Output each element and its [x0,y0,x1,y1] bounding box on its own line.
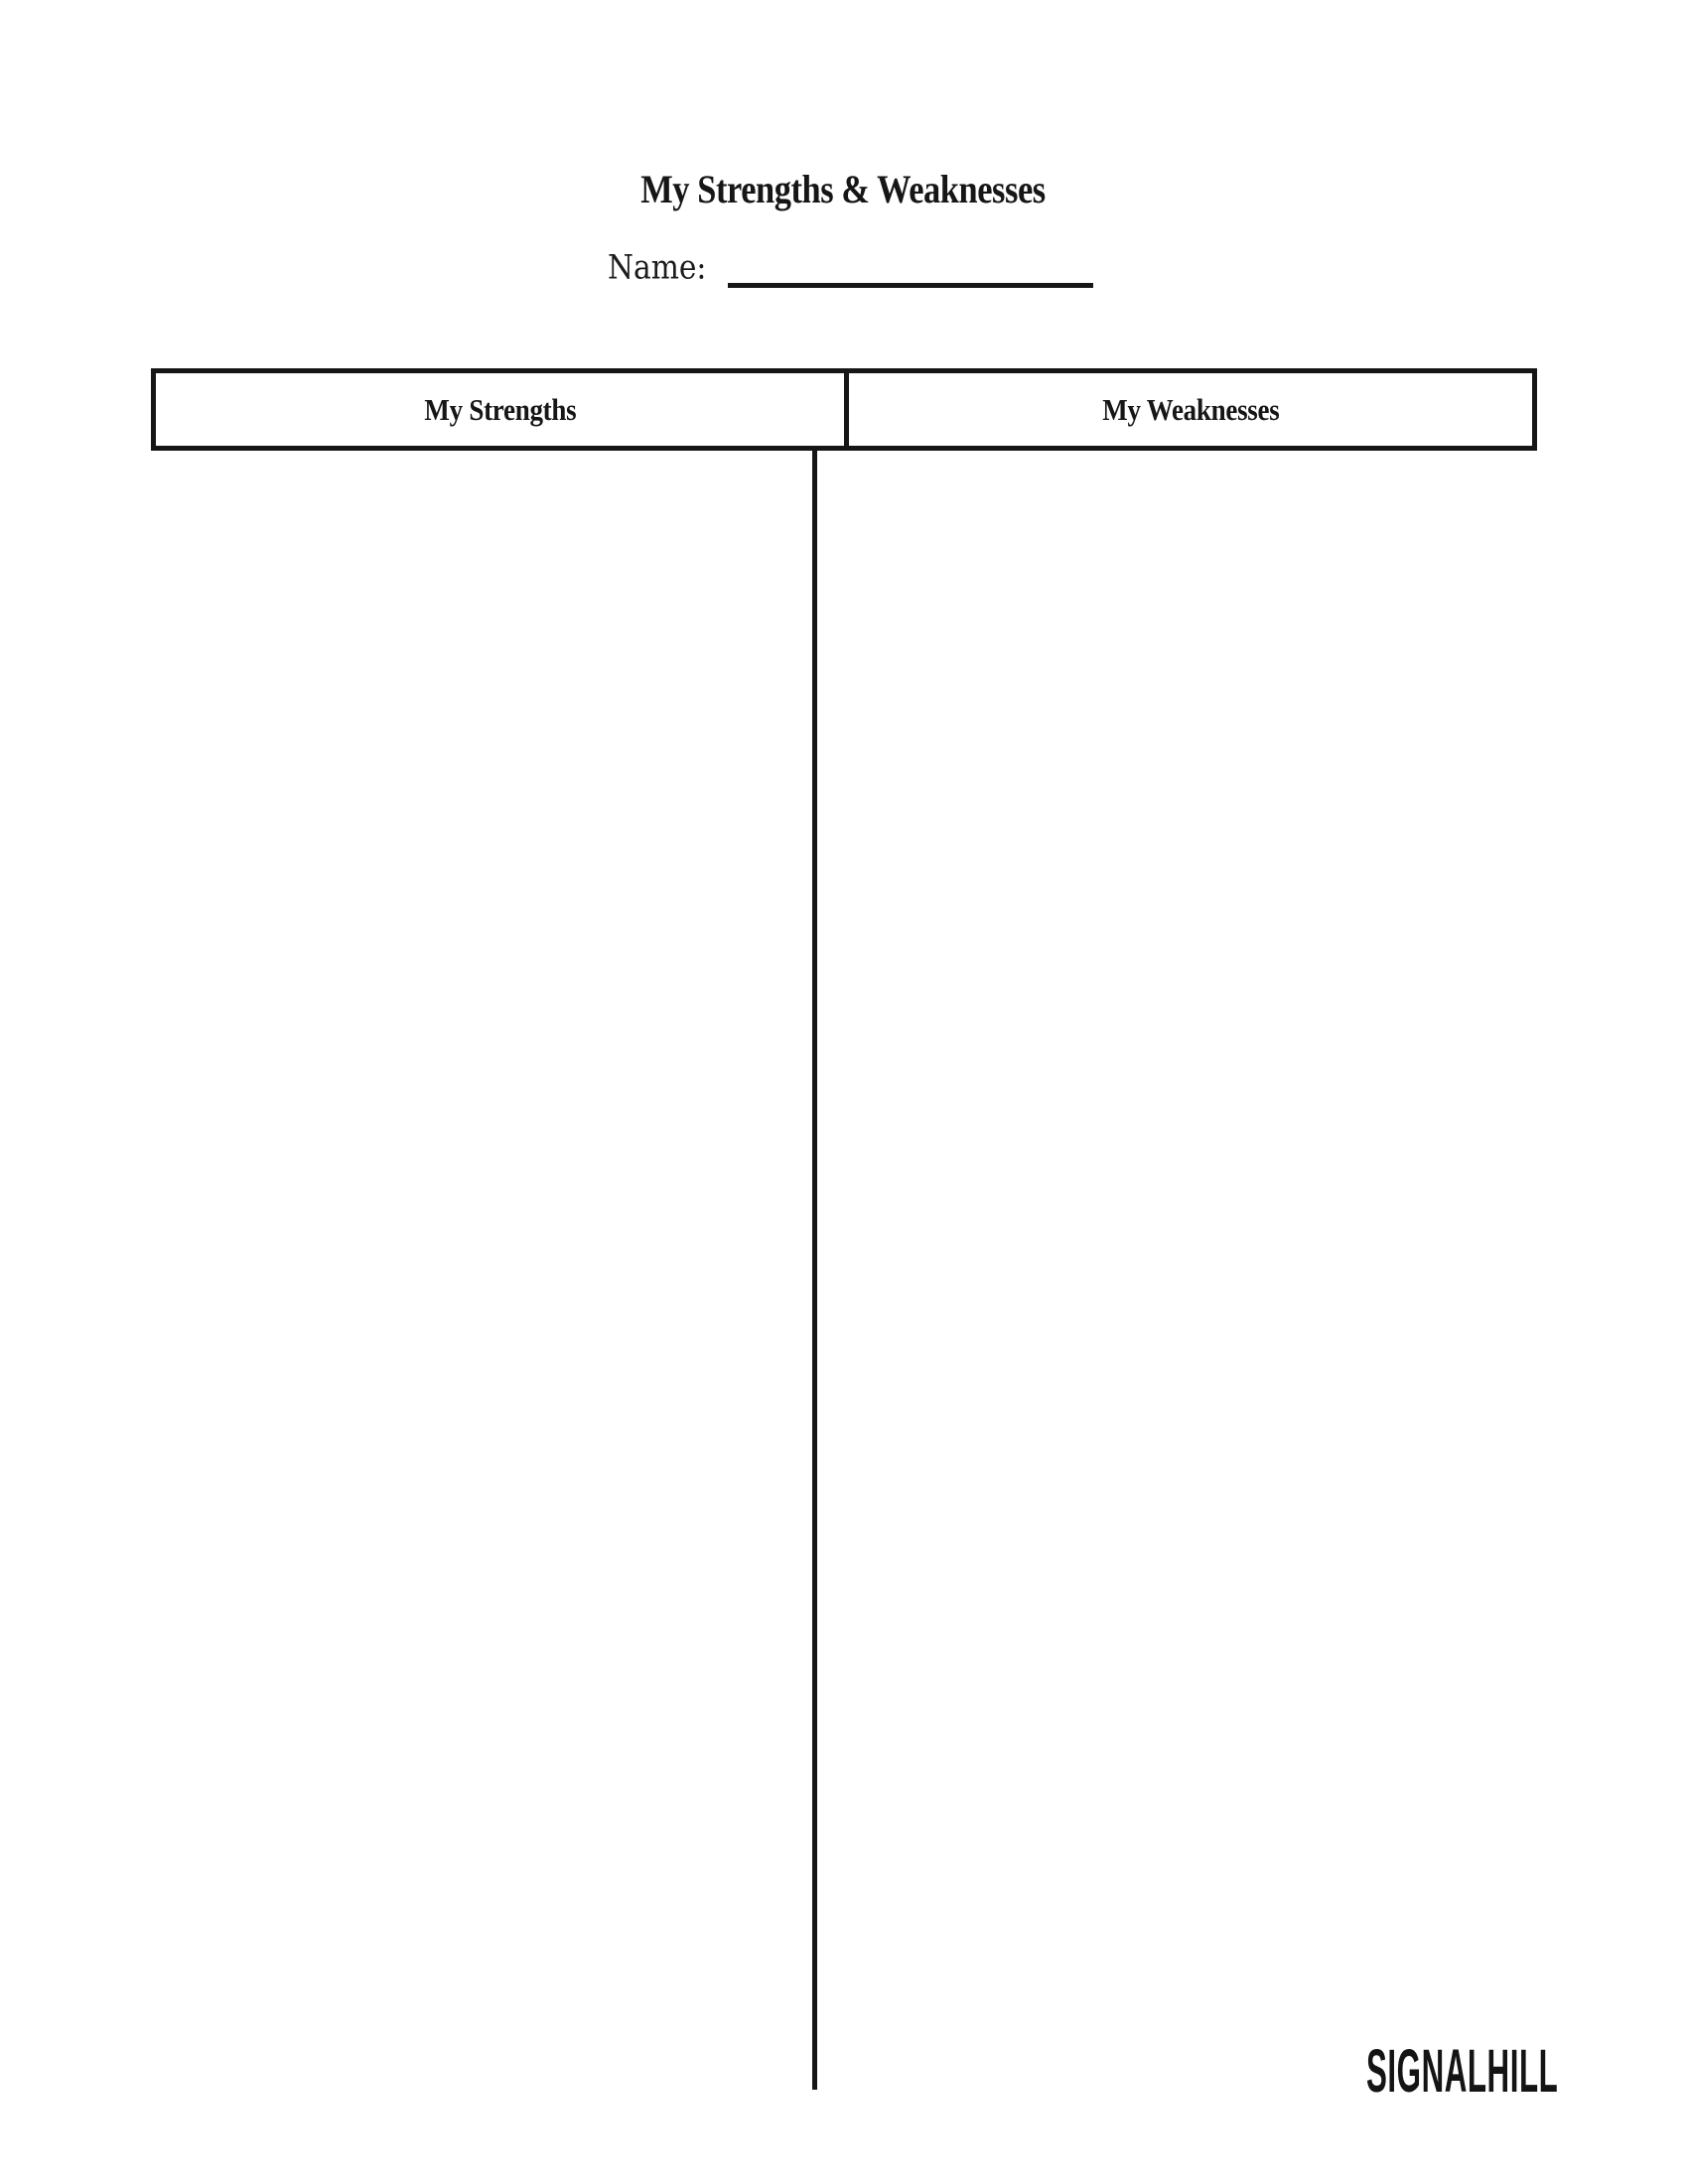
signalhill-logo: SIGNALHILL [1366,2036,1559,2106]
t-chart-header-label-weaknesses: My Weaknesses [1101,391,1280,427]
t-chart-header-cell-weaknesses [844,373,1532,446]
name-input-line[interactable] [728,283,1093,288]
page-title: My Strengths & Weaknesses [640,166,1046,211]
t-chart-write-area-weaknesses[interactable] [817,451,1537,2090]
t-chart-write-area-strengths[interactable] [151,451,812,2090]
t-chart-header-label-strengths: My Strengths [424,391,576,427]
name-field-label: Name: [608,247,707,287]
t-chart-header [151,368,1537,451]
t-chart-header-cell-strengths [156,373,844,446]
name-field-row [608,234,1093,292]
